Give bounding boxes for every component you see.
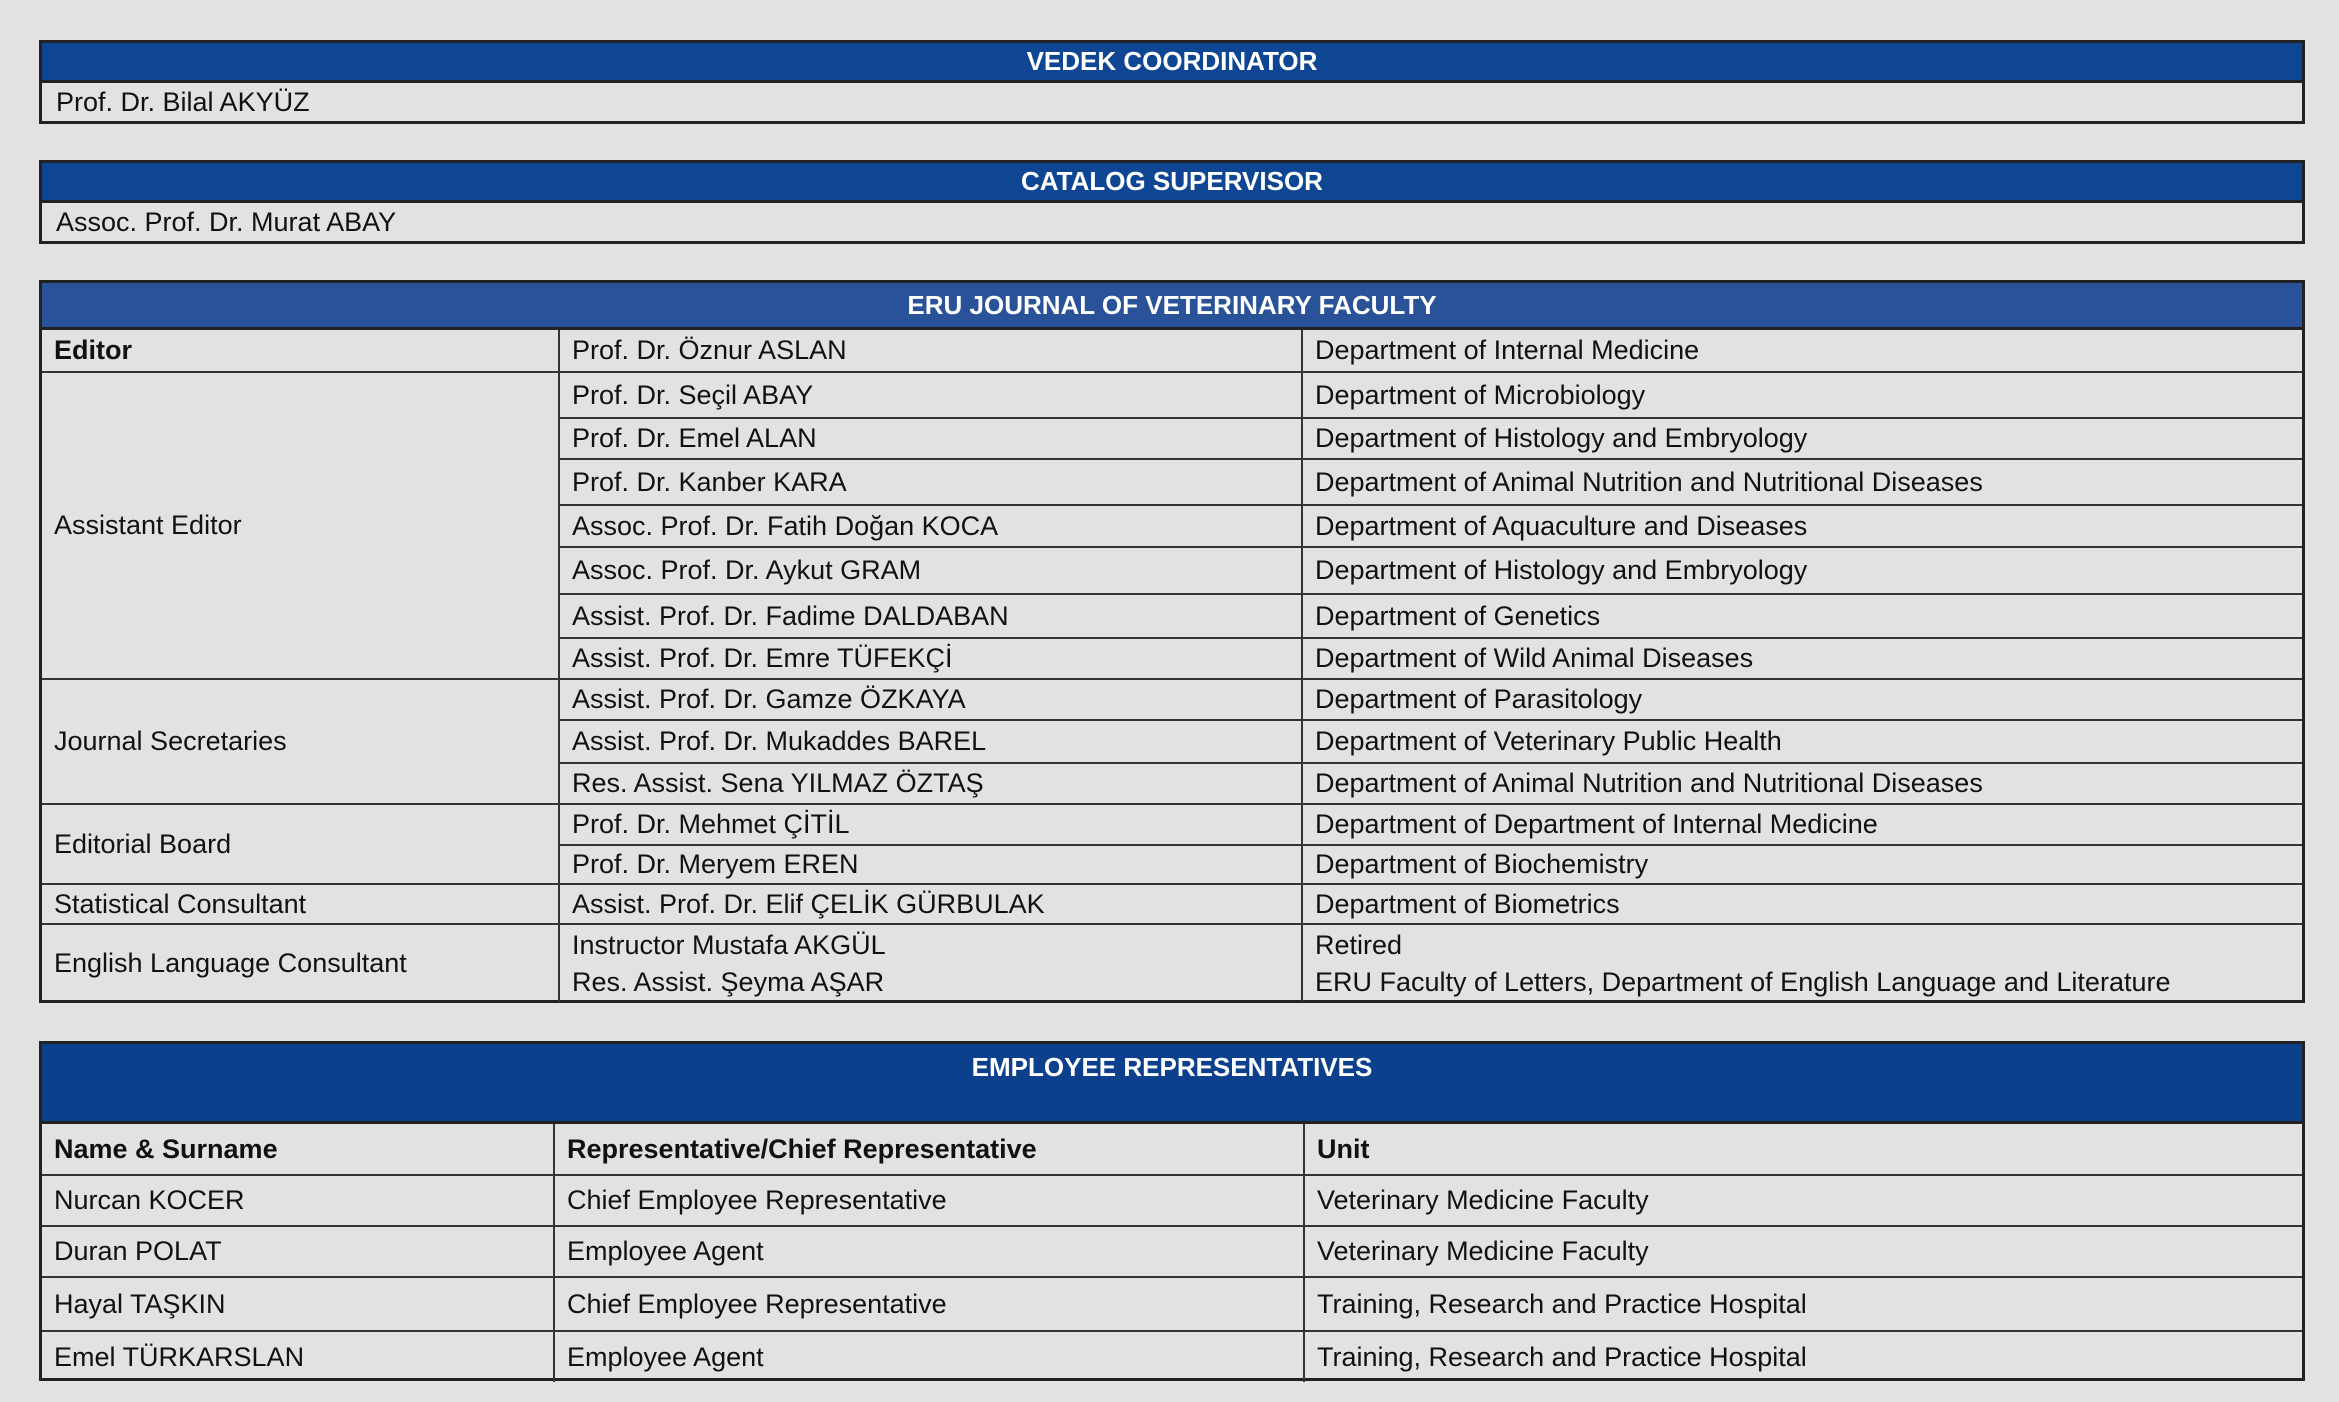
editorial-board-label: Editorial Board <box>42 804 559 884</box>
english-consultant-label: English Language Consultant <box>42 924 559 1002</box>
english-name: Res. Assist. Şeyma AŞAR <box>572 966 885 997</box>
employee-representatives-header <box>42 1044 2302 1124</box>
journal-table <box>39 280 2305 1003</box>
journal-secretaries-label: Journal Secretaries <box>42 679 559 804</box>
table-row <box>42 1331 2302 1382</box>
journal-grid <box>42 330 2302 1002</box>
vedek-coordinator-header: VEDEK COORDINATOR <box>42 43 2302 83</box>
employee-name: Emel TÜRKARSLAN <box>42 1331 554 1382</box>
editor-name: Prof. Dr. Öznur ASLAN <box>559 330 1302 372</box>
board-name: Prof. Dr. Mehmet ÇİTİL <box>559 804 1302 845</box>
employee-role: Chief Employee Representative <box>554 1175 1304 1226</box>
english-name: Instructor Mustafa AKGÜL <box>572 929 886 960</box>
assistant-name: Assoc. Prof. Dr. Fatih Doğan KOCA <box>559 505 1302 547</box>
column-header-unit: Unit <box>1304 1124 2302 1175</box>
secretary-name: Assist. Prof. Dr. Gamze ÖZKAYA <box>559 679 1302 720</box>
assistant-dept: Department of Genetics <box>1302 594 2302 638</box>
employee-name: Duran POLAT <box>42 1226 554 1277</box>
assistant-dept: Department of Microbiology <box>1302 372 2302 418</box>
table-row <box>42 1175 2302 1226</box>
board-dept: Department of Department of Internal Medicine <box>1302 804 2302 845</box>
catalog-supervisor-table <box>39 160 2305 244</box>
english-depts <box>1302 924 2302 1002</box>
table-row <box>42 1277 2302 1331</box>
assistant-dept: Department of Wild Animal Diseases <box>1302 638 2302 679</box>
assistant-dept: Department of Histology and Embryology <box>1302 547 2302 594</box>
journal-header: ERU JOURNAL OF VETERINARY FACULTY <box>42 283 2302 330</box>
secretary-name: Assist. Prof. Dr. Mukaddes BAREL <box>559 720 1302 763</box>
catalog-supervisor-name: Assoc. Prof. Dr. Murat ABAY <box>56 206 397 237</box>
secretary-dept: Department of Veterinary Public Health <box>1302 720 2302 763</box>
table-row <box>42 804 2302 845</box>
board-name: Prof. Dr. Meryem EREN <box>559 845 1302 884</box>
employee-representatives-table <box>39 1041 2305 1381</box>
assistant-editor-label: Assistant Editor <box>42 372 559 679</box>
english-names <box>559 924 1302 1002</box>
secretary-dept: Department of Parasitology <box>1302 679 2302 720</box>
table-row <box>42 372 2302 418</box>
employee-unit: Veterinary Medicine Faculty <box>1304 1175 2302 1226</box>
assistant-name: Assist. Prof. Dr. Emre TÜFEKÇİ <box>559 638 1302 679</box>
editor-dept: Department of Internal Medicine <box>1302 330 2302 372</box>
assistant-name: Prof. Dr. Kanber KARA <box>559 459 1302 505</box>
assistant-name: Prof. Dr. Emel ALAN <box>559 418 1302 459</box>
table-row <box>42 330 2302 372</box>
assistant-name: Assist. Prof. Dr. Fadime DALDABAN <box>559 594 1302 638</box>
employee-name: Hayal TAŞKIN <box>42 1277 554 1331</box>
employee-role: Chief Employee Representative <box>554 1277 1304 1331</box>
board-dept: Department of Biochemistry <box>1302 845 2302 884</box>
stat-dept: Department of Biometrics <box>1302 884 2302 924</box>
vedek-coordinator-table <box>39 40 2305 124</box>
catalog-supervisor-header: CATALOG SUPERVISOR <box>42 163 2302 203</box>
secretary-name: Res. Assist. Sena YILMAZ ÖZTAŞ <box>559 763 1302 804</box>
employee-grid <box>42 1124 2302 1382</box>
employee-unit: Training, Research and Practice Hospital <box>1304 1331 2302 1382</box>
table-row <box>42 679 2302 720</box>
table-row <box>42 1226 2302 1277</box>
assistant-name: Prof. Dr. Seçil ABAY <box>559 372 1302 418</box>
table-row <box>42 924 2302 1002</box>
vedek-coordinator-name: Prof. Dr. Bilal AKYÜZ <box>56 86 310 117</box>
english-dept: ERU Faculty of Letters, Department of English Language and Literature <box>1315 966 2171 997</box>
assistant-dept: Department of Animal Nutrition and Nutritional Diseases <box>1302 459 2302 505</box>
employee-representatives-title: EMPLOYEE REPRESENTATIVES <box>971 1052 1373 1082</box>
english-dept: Retired <box>1315 929 1403 960</box>
employee-role: Employee Agent <box>554 1226 1304 1277</box>
assistant-dept: Department of Histology and Embryology <box>1302 418 2302 459</box>
secretary-dept: Department of Animal Nutrition and Nutritional Diseases <box>1302 763 2302 804</box>
employee-role: Employee Agent <box>554 1331 1304 1382</box>
assistant-name: Assoc. Prof. Dr. Aykut GRAM <box>559 547 1302 594</box>
stat-name: Assist. Prof. Dr. Elif ÇELİK GÜRBULAK <box>559 884 1302 924</box>
table-header-row <box>42 1124 2302 1175</box>
column-header-role: Representative/Chief Representative <box>554 1124 1304 1175</box>
editor-label: Editor <box>42 330 559 372</box>
table-row <box>42 884 2302 924</box>
assistant-dept: Department of Aquaculture and Diseases <box>1302 505 2302 547</box>
employee-unit: Veterinary Medicine Faculty <box>1304 1226 2302 1277</box>
employee-unit: Training, Research and Practice Hospital <box>1304 1277 2302 1331</box>
employee-name: Nurcan KOCER <box>42 1175 554 1226</box>
column-header-name: Name & Surname <box>42 1124 554 1175</box>
statistical-consultant-label: Statistical Consultant <box>42 884 559 924</box>
